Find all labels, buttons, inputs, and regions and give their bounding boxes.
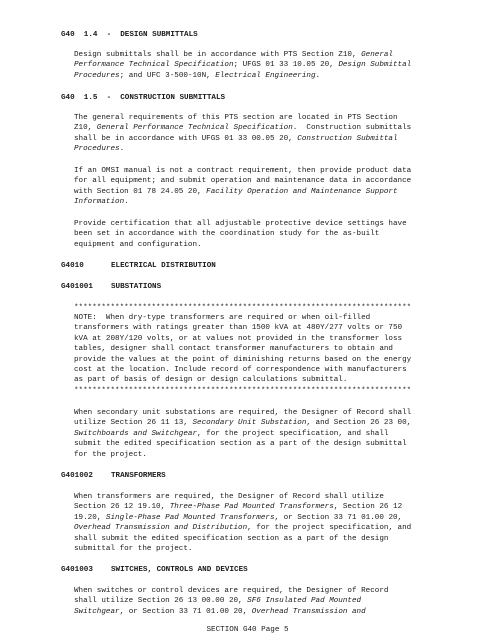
section-title-switches-controls-devices: SWITCHES, CONTROLS AND DEVICES bbox=[111, 566, 248, 574]
text-run: The general requirements of this PTS section are located in PTS Section bbox=[74, 114, 398, 122]
text-run: NOTE: When dry-type transformers are required or when oil-filled bbox=[74, 314, 371, 322]
text-run: ; and UFC 3-500-10N, bbox=[119, 71, 216, 80]
text-line bbox=[74, 513, 411, 523]
text-run: , Section 26 12 bbox=[333, 503, 403, 512]
text-run: If an OMSI manual is not a contract requirement, then provide product data bbox=[74, 167, 412, 175]
text-line bbox=[74, 50, 411, 60]
text-run: , or Section 33 71 01.00 20, bbox=[274, 513, 403, 522]
text-run: . bbox=[119, 145, 125, 154]
text-run: shall be in accordance with UFGS 01 33 00.05 20, bbox=[74, 134, 298, 143]
italic-text-run: Overhead Transmission and bbox=[251, 607, 366, 616]
text-line bbox=[74, 240, 407, 250]
italic-text-run: General Performance Technical Specification bbox=[96, 124, 293, 133]
text-run: 19.20, bbox=[74, 513, 106, 522]
paragraph-construction-general bbox=[74, 113, 411, 155]
paragraph-transformers bbox=[74, 492, 411, 554]
text-run: shall submit the edited specification section as a part of the design bbox=[74, 534, 389, 543]
italic-text-run: Switchgear bbox=[74, 607, 120, 616]
italic-text-run: Procedures bbox=[74, 71, 120, 80]
text-run: , and Section 26 23 00, bbox=[306, 419, 412, 428]
text-line bbox=[74, 439, 411, 449]
paragraph-secondary-unit-substations bbox=[74, 408, 411, 460]
text-line bbox=[74, 607, 388, 617]
text-run: with Section 01 78 24.05 20, bbox=[74, 187, 207, 196]
italic-text-run: Procedures bbox=[74, 145, 120, 154]
italic-text-run: Overhead Transmission and Distribution bbox=[74, 524, 248, 533]
paragraph-design-submittals bbox=[74, 50, 411, 81]
section-code-g401001: G401001 bbox=[61, 283, 93, 291]
text-run: Z10, bbox=[74, 124, 97, 133]
text-line bbox=[74, 187, 411, 197]
text-line bbox=[74, 219, 407, 229]
text-run: When secondary unit substations are required, the Designer of Record shall bbox=[74, 409, 412, 417]
text-run: for the project. bbox=[74, 450, 147, 459]
section-code-g401003: G401003 bbox=[61, 566, 93, 574]
text-line bbox=[74, 197, 411, 207]
note-border-bottom: ************************************************************************** bbox=[74, 387, 412, 395]
text-line bbox=[74, 502, 411, 512]
italic-text-run: Single-Phase Pad Mounted Transformers bbox=[105, 513, 275, 522]
heading-construction-submittals: G40 1.5 - CONSTRUCTION SUBMITTALS bbox=[61, 94, 226, 102]
text-line bbox=[74, 596, 388, 606]
text-line bbox=[74, 144, 411, 154]
page-footer: SECTION G40 Page 5 bbox=[206, 626, 289, 634]
text-line bbox=[74, 134, 411, 144]
text-line bbox=[74, 544, 411, 554]
text-run: shall utilize Section 26 13 00.00 20, bbox=[74, 597, 248, 606]
paragraph-omsi-manual bbox=[74, 166, 411, 208]
text-run: submittal for the project. bbox=[74, 545, 193, 554]
text-line bbox=[74, 334, 411, 344]
italic-text-run: Information bbox=[74, 198, 125, 207]
text-line bbox=[74, 586, 388, 596]
section-title-electrical-distribution: ELECTRICAL DISTRIBUTION bbox=[111, 262, 216, 270]
text-run: tables, designer shall contact transformer manufacturers to obtain and bbox=[74, 345, 393, 354]
text-run: provide the values at the point of diminishing returns based on the energy bbox=[74, 355, 412, 364]
text-run: Provide certification that all adjustable protective device settings have bbox=[74, 220, 407, 228]
text-run: cost at the location. Include record of correspondence with manufacturers bbox=[74, 366, 407, 375]
italic-text-run: Three-Phase Pad Mounted Transformers bbox=[169, 503, 334, 512]
italic-text-run: Secondary Unit Substation bbox=[192, 419, 307, 428]
note-border-top: ************************************************************************** bbox=[74, 304, 412, 312]
text-line bbox=[74, 408, 411, 418]
text-run: as part of basis of design or design calculations submittal. bbox=[74, 376, 348, 385]
paragraph-switches bbox=[74, 586, 388, 617]
text-run: When transformers are required, the Designer of Record shall utilize bbox=[74, 493, 384, 501]
text-run: ; UFGS 01 33 10.05 20, bbox=[233, 61, 339, 70]
section-code-g4010: G4010 bbox=[61, 262, 84, 270]
text-line bbox=[74, 450, 411, 460]
text-run: utilize Section 26 11 13, bbox=[74, 419, 193, 428]
text-run: Design submittals shall be in accordance with PTS Section Z10, bbox=[74, 51, 362, 59]
text-run: . bbox=[124, 198, 129, 207]
text-run: transformers with ratings greater than 1500 kVA at 480Y/277 volts or 750 bbox=[74, 324, 403, 333]
text-run: When switches or control devices are required, the Designer of Record bbox=[74, 587, 389, 595]
text-run: , for the project specification, and shall bbox=[197, 429, 389, 438]
text-line bbox=[74, 344, 411, 354]
text-line bbox=[74, 229, 407, 239]
text-run: , for the project specification, and bbox=[247, 524, 412, 533]
text-run: , or Section 33 71 01.00 20, bbox=[119, 607, 252, 616]
section-code-g401002: G401002 bbox=[61, 472, 93, 480]
text-line bbox=[74, 355, 411, 365]
text-line bbox=[74, 492, 411, 502]
paragraph-certification bbox=[74, 219, 407, 250]
italic-text-run: Switchboards and Switchgear bbox=[74, 429, 198, 438]
designer-note bbox=[74, 313, 411, 386]
section-title-substations: SUBSTATIONS bbox=[111, 283, 162, 291]
italic-text-run: SF6 Insulated Pad Mounted bbox=[247, 597, 362, 606]
italic-text-run: Design Submittal bbox=[338, 61, 412, 70]
text-line bbox=[74, 523, 411, 533]
text-run: submit the edited specification section as a part of the design submittal bbox=[74, 440, 407, 449]
text-line bbox=[74, 418, 411, 428]
text-run: Section 26 12 19.10, bbox=[74, 503, 170, 512]
text-line bbox=[74, 534, 411, 544]
text-line bbox=[74, 113, 411, 123]
italic-text-run: Electrical Engineering bbox=[215, 71, 316, 80]
text-line bbox=[74, 323, 411, 333]
italic-text-run: Performance Technical Specification bbox=[74, 61, 234, 70]
italic-text-run: Facility Operation and Maintenance Support bbox=[206, 187, 398, 196]
text-line bbox=[74, 375, 411, 385]
text-run: . Construction submittals bbox=[292, 124, 412, 133]
text-line bbox=[74, 166, 411, 176]
text-line bbox=[74, 313, 411, 323]
italic-text-run: General bbox=[361, 51, 393, 59]
text-run: equipment and configuration. bbox=[74, 240, 202, 249]
text-run: for all equipment; and submit operation and maintenance data in accordance bbox=[74, 177, 412, 186]
text-line bbox=[74, 60, 411, 70]
text-line bbox=[74, 429, 411, 439]
italic-text-run: Construction Submittal bbox=[297, 134, 398, 143]
text-line bbox=[74, 123, 411, 133]
text-line bbox=[74, 365, 411, 375]
text-line bbox=[74, 71, 411, 81]
text-line bbox=[74, 176, 411, 186]
section-title-transformers: TRANSFORMERS bbox=[111, 472, 166, 480]
text-run: kVA at 208Y/120 volts, or at values not provided in the transformer loss bbox=[74, 334, 403, 343]
text-run: . bbox=[315, 71, 321, 80]
text-run: been set in accordance with the coordination study for the as-built bbox=[74, 230, 380, 239]
heading-design-submittals: G40 1.4 - DESIGN SUBMITTALS bbox=[61, 31, 198, 39]
